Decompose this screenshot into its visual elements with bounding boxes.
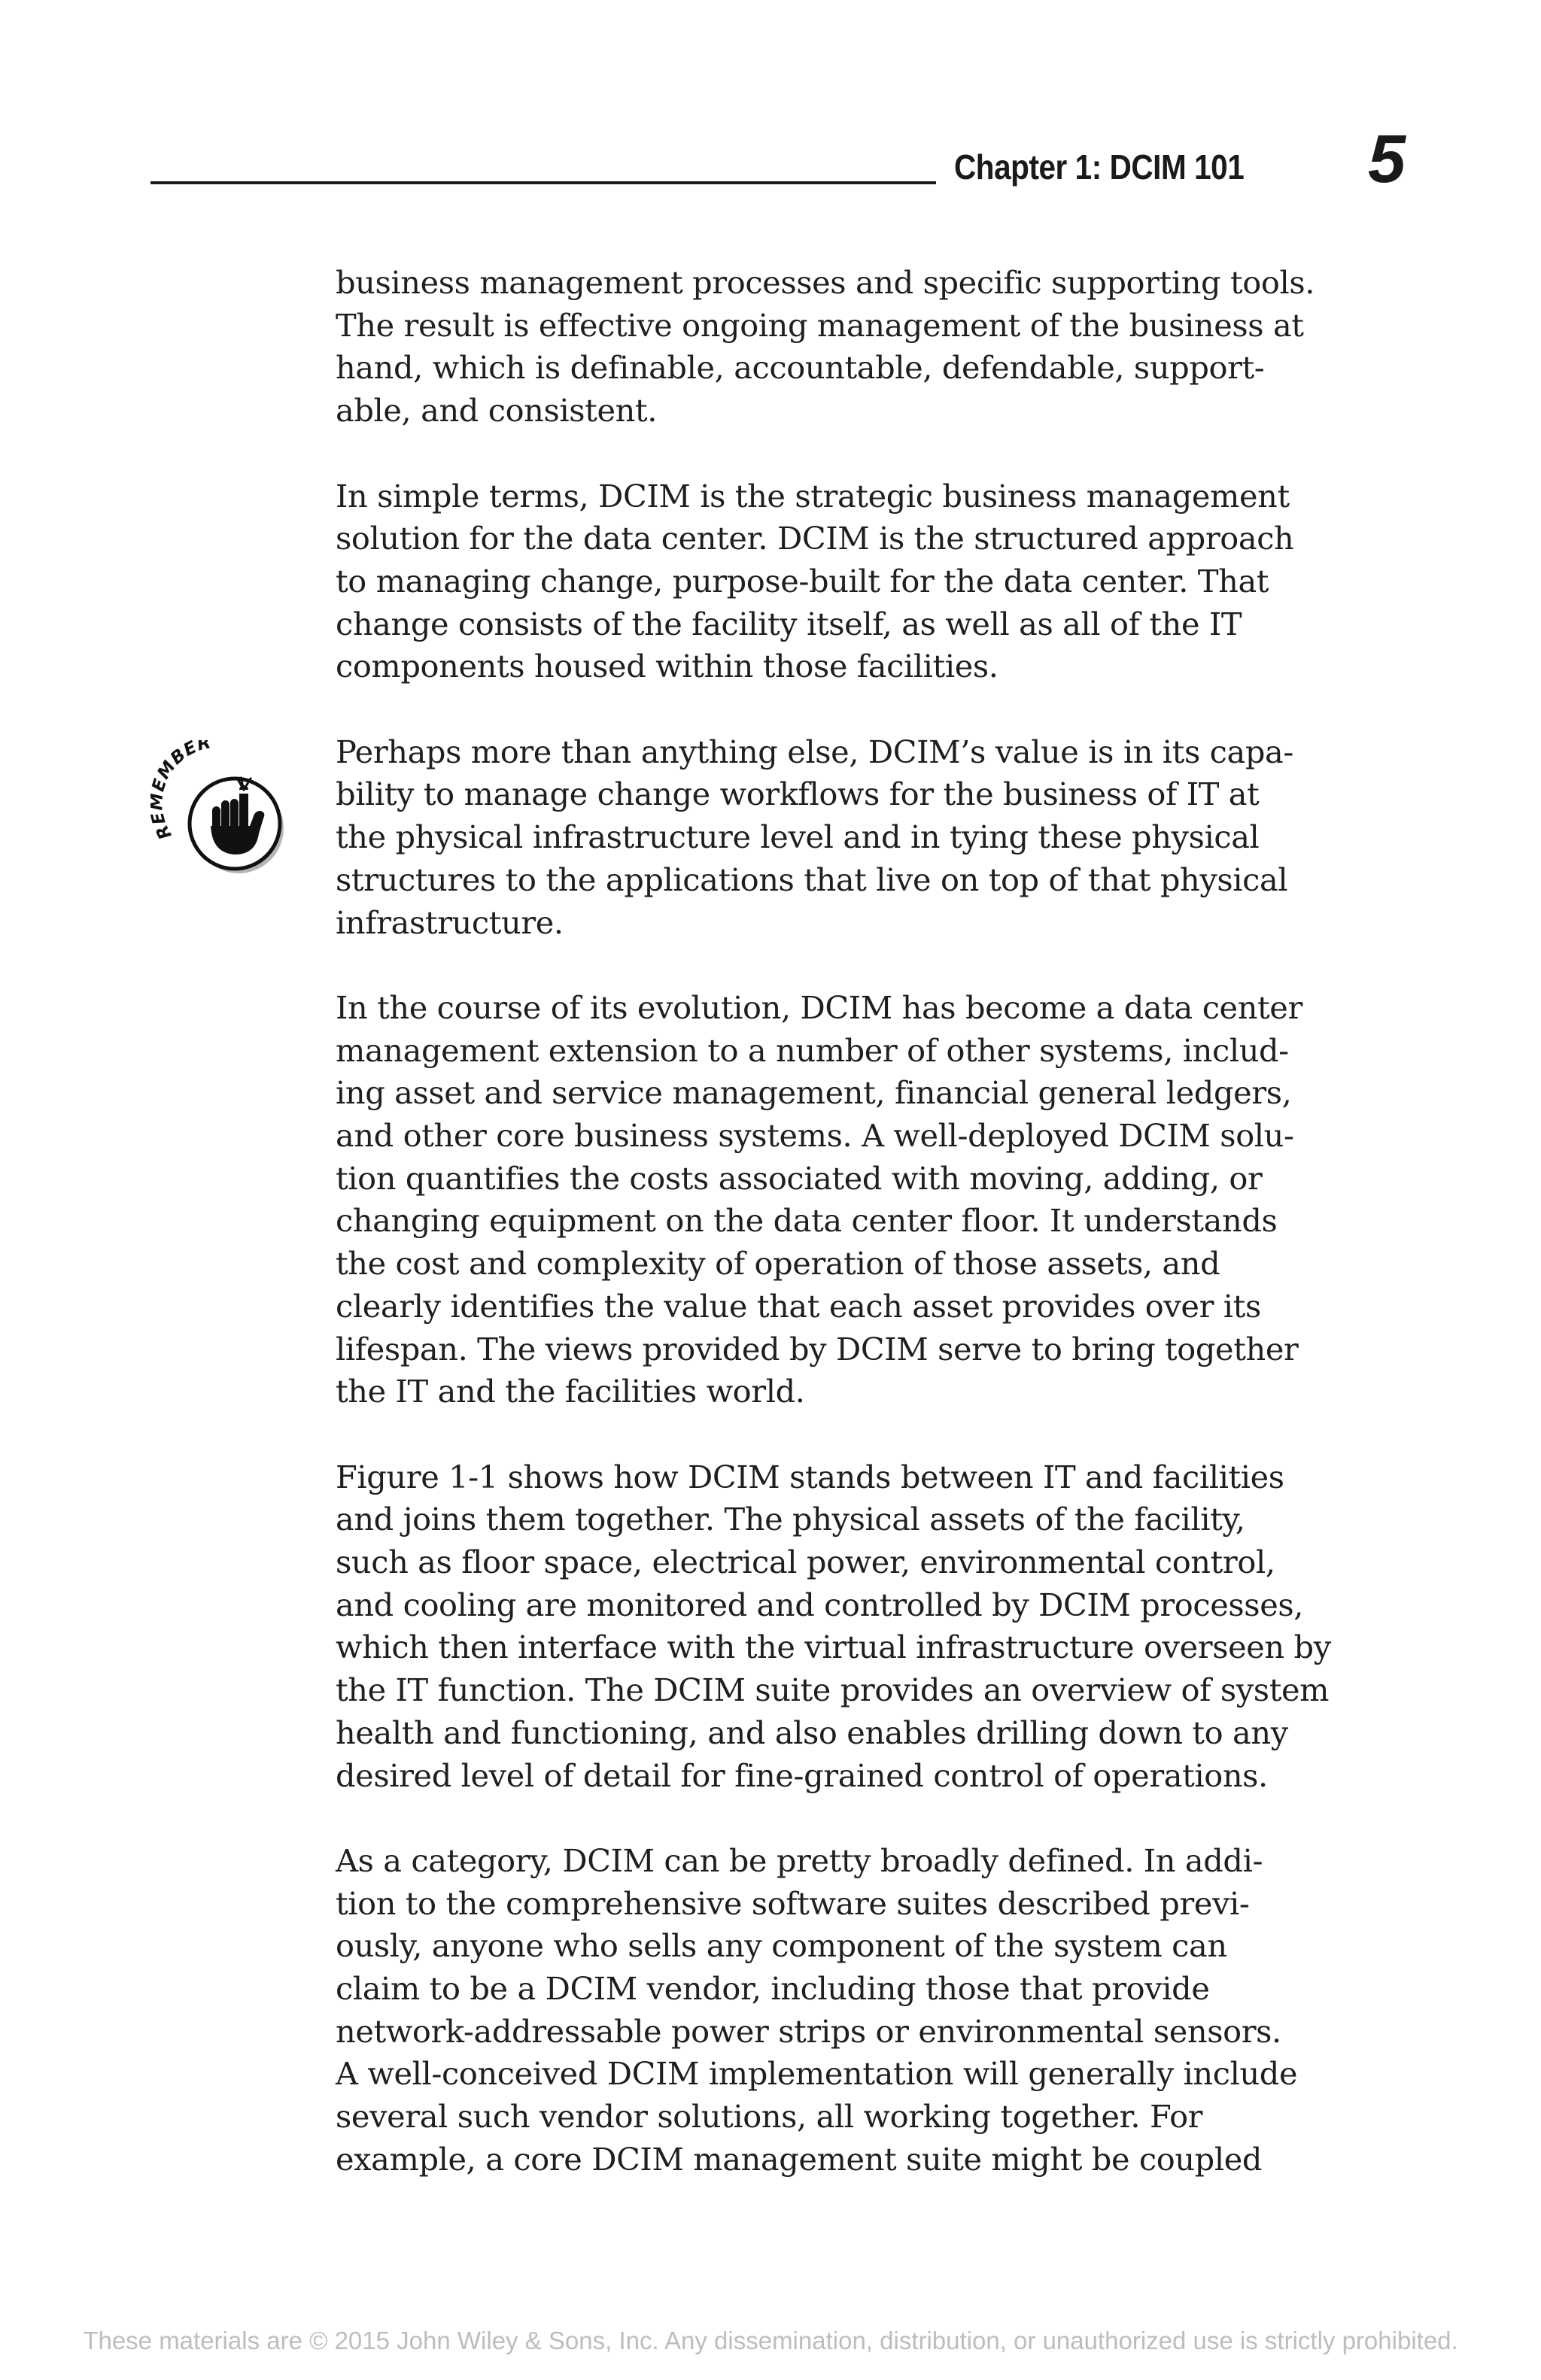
text-line: ously, anyone who sells any component of the system can <box>336 1927 1227 1965</box>
text-line: hand, which is definable, accountable, defendable, support- <box>336 349 1265 387</box>
text-line: and other core business systems. A well-deployed DCIM solu- <box>336 1117 1294 1155</box>
text-line: network-addressable power strips or environmental sensors. <box>336 2012 1281 2050</box>
text-line: able, and consistent. <box>336 392 658 430</box>
text-line: Perhaps more than anything else, DCIM’s value is in its capa- <box>336 733 1293 770</box>
text-line: change consists of the facility itself, as well as all of the IT <box>336 605 1242 642</box>
text-line: structures to the applications that live on top of that physical <box>336 861 1288 898</box>
remember-icon <box>150 740 293 891</box>
text-line: infrastructure. <box>336 903 564 941</box>
text-line: and cooling are monitored and controlled by DCIM processes, <box>336 1586 1304 1623</box>
text-line: desired level of detail for fine-grained control of operations. <box>336 1756 1268 1794</box>
text-line: tion to the comprehensive software suites described previ- <box>336 1884 1250 1922</box>
text-line: which then interface with the virtual infrastructure overseen by <box>336 1629 1331 1666</box>
paragraph <box>336 987 1392 1413</box>
text-line: A well-conceived DCIM implementation will generally include <box>336 2055 1298 2093</box>
text-line: changing equipment on the data center floor. It understands <box>336 1202 1278 1240</box>
chapter-title: Chapter 1: DCIM 101 <box>954 147 1245 187</box>
text-line: such as floor space, electrical power, environmental control, <box>336 1544 1275 1581</box>
text-line: the IT and the facilities world. <box>336 1373 805 1410</box>
text-line: In the course of its evolution, DCIM has become a data center <box>336 988 1302 1026</box>
text-line: business management processes and specific supporting tools. <box>336 264 1315 301</box>
text-line: Figure 1-1 shows how DCIM stands between IT and facilities <box>336 1458 1284 1495</box>
text-line: ing asset and service management, financial general ledgers, <box>336 1074 1292 1112</box>
text-line: solution for the data center. DCIM is the structured approach <box>336 520 1294 557</box>
text-line: components housed within those facilities. <box>336 648 998 685</box>
text-line: several such vendor solutions, all working together. For <box>336 2098 1203 2136</box>
text-line: lifespan. The views provided by DCIM serve to bring together <box>336 1330 1299 1368</box>
text-line: tion quantifies the costs associated with moving, adding, or <box>336 1159 1263 1197</box>
text-line: and joins them together. The physical assets of the facility, <box>336 1501 1245 1538</box>
text-line: the physical infrastructure level and in tying these physical <box>336 818 1260 856</box>
text-line: the IT function. The DCIM suite provides an overview of system <box>336 1671 1330 1709</box>
text-line: management extension to a number of other systems, includ- <box>336 1031 1289 1069</box>
text-line: example, a core DCIM management suite might be coupled <box>336 2140 1263 2178</box>
text-line: health and functioning, and also enables drilling down to any <box>336 1714 1288 1751</box>
paragraph-remember <box>336 731 1392 945</box>
text-line: the cost and complexity of operation of those assets, and <box>336 1245 1220 1283</box>
page-number: 5 <box>1368 122 1406 197</box>
paragraph <box>336 1456 1392 1798</box>
copyright-footer: These materials are © 2015 John Wiley & Sons, Inc. Any dissemination, distribution, or unauthorized use is strictly prohibited. <box>83 2327 1458 2354</box>
text-line: clearly identifies the value that each asset provides over its <box>336 1287 1261 1325</box>
text-line: The result is effective ongoing management of the business at <box>336 306 1304 344</box>
text-line: In simple terms, DCIM is the strategic business management <box>336 477 1290 515</box>
text-line: bility to manage change workflows for the business of IT at <box>336 776 1260 813</box>
paragraph <box>336 262 1392 433</box>
body-text <box>336 262 1392 2224</box>
paragraph <box>336 475 1392 689</box>
text-line: claim to be a DCIM vendor, including those that provide <box>336 1970 1210 2008</box>
header-rule <box>150 181 936 184</box>
text-line: to managing change, purpose-built for the data center. That <box>336 562 1269 600</box>
paragraph <box>336 1840 1392 2181</box>
text-line: As a category, DCIM can be pretty broadly defined. In addi- <box>336 1841 1263 1879</box>
remember-icon-label: R EMBER <box>150 740 214 842</box>
